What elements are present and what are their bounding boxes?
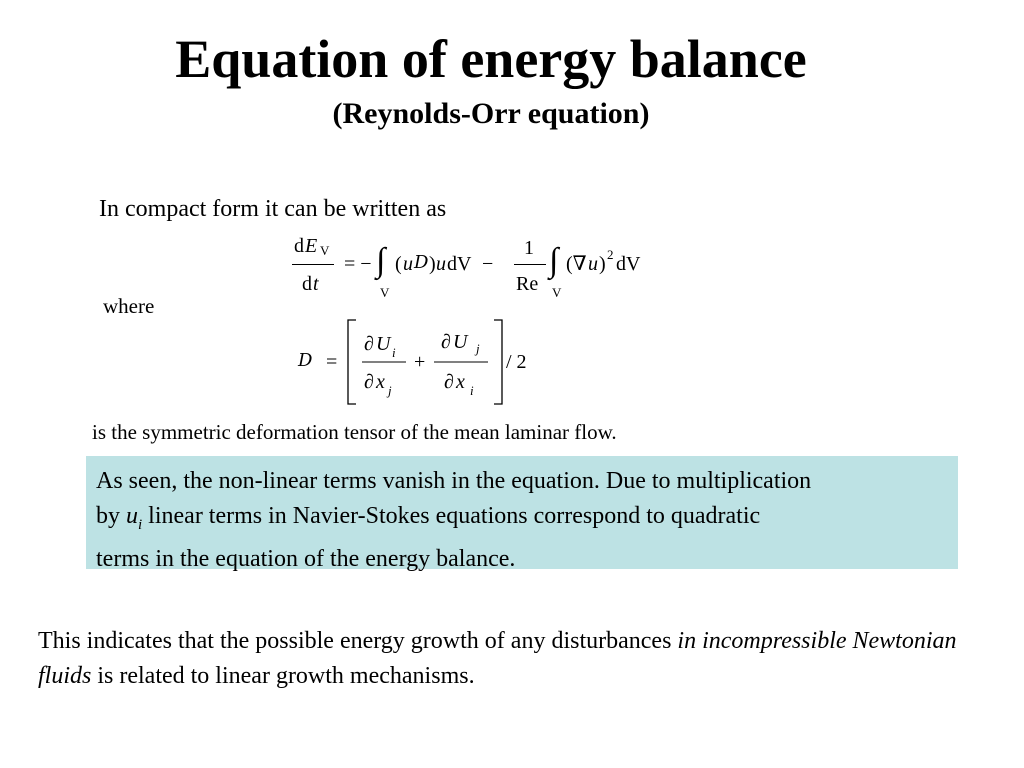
term2-exponent: 2 [607, 247, 614, 262]
viscous-fraction-denominator: Re [516, 273, 539, 295]
term1-close-paren: ) [429, 253, 436, 275]
frac1-x-subscript: j [388, 383, 392, 398]
frac2-x: x [456, 371, 465, 393]
viscous-fraction-numerator: 1 [524, 237, 534, 259]
tensor-description: is the symmetric deformation tensor of the mean laminar flow. [92, 420, 617, 444]
highlight-text [96, 464, 956, 576]
term1-dV: dV [447, 253, 472, 275]
lhs-numerator-subscript: V [320, 243, 330, 258]
frac2-U: U [453, 331, 468, 353]
conclusion-text [38, 624, 998, 694]
term2-close-paren: ) [599, 253, 606, 275]
integral-sign-2: ∫ [549, 242, 559, 279]
term2-u: u [588, 253, 598, 275]
slide-title: Equation of energy balance [175, 29, 807, 89]
highlight-line-1: As seen, the non-linear terms vanish in the equation. Due to multiplication [96, 468, 812, 494]
reynolds-orr-equation [290, 234, 670, 304]
term2-dV: dV [616, 253, 641, 275]
term1-u2: u [436, 253, 446, 275]
slide-subtitle: (Reynolds-Orr equation) [332, 97, 650, 130]
velocity-u: u [126, 502, 138, 529]
term1-deformation-D: D [414, 252, 429, 273]
velocity-u-subscript: i [138, 516, 143, 533]
divide-by-two: / 2 [506, 351, 527, 373]
lhs-fraction-bar [292, 264, 334, 265]
lhs-denominator-d: d [302, 273, 312, 295]
highlight-line-3: terms in the equation of the energy balance. [96, 545, 516, 572]
integral-domain-1: V [380, 285, 390, 300]
integral-domain-2: V [552, 285, 562, 300]
frac1-U-subscript: i [392, 345, 396, 360]
highlight-by: by [96, 502, 120, 529]
frac2-partial-bottom: ∂ [444, 371, 454, 393]
deformation-tensor-equation [296, 316, 546, 408]
lhs-numerator-E: E [305, 235, 318, 257]
integral-sign-1: ∫ [376, 242, 386, 279]
equals-sign: = [326, 351, 338, 373]
frac1-x: x [376, 371, 385, 393]
term1-u: u [403, 253, 413, 275]
term1-open-paren: ( [395, 253, 402, 275]
frac1-U: U [376, 333, 391, 355]
equals-minus: = − [344, 253, 372, 275]
conclusion-italic: in incompressible Newtonian fluids [38, 628, 957, 689]
plus-sign: + [414, 351, 426, 373]
term2-open-nabla: (∇ [566, 253, 587, 275]
minus-sign: − [482, 253, 494, 275]
frac2-x-subscript: i [470, 383, 474, 398]
highlight-box [86, 456, 958, 572]
viscous-fraction-bar [514, 264, 546, 265]
frac2-U-subscript: j [476, 341, 480, 356]
lhs-denominator-t: t [313, 273, 319, 295]
frac2-partial-top: ∂ [441, 331, 451, 353]
where-text: where [103, 294, 155, 318]
conclusion-part-2: is related to linear growth mechanisms. [97, 663, 475, 689]
frac1-partial-bottom: ∂ [364, 371, 374, 393]
tensor-D: D [298, 350, 313, 371]
conclusion-part-1: This indicates that the possible energy growth of any disturbances [38, 628, 672, 654]
highlight-line-2: linear terms in Navier-Stokes equations correspond to quadratic [148, 502, 761, 529]
frac1-partial-top: ∂ [364, 333, 374, 355]
lhs-numerator-d: d [294, 235, 304, 257]
intro-text: In compact form it can be written as [99, 196, 447, 222]
